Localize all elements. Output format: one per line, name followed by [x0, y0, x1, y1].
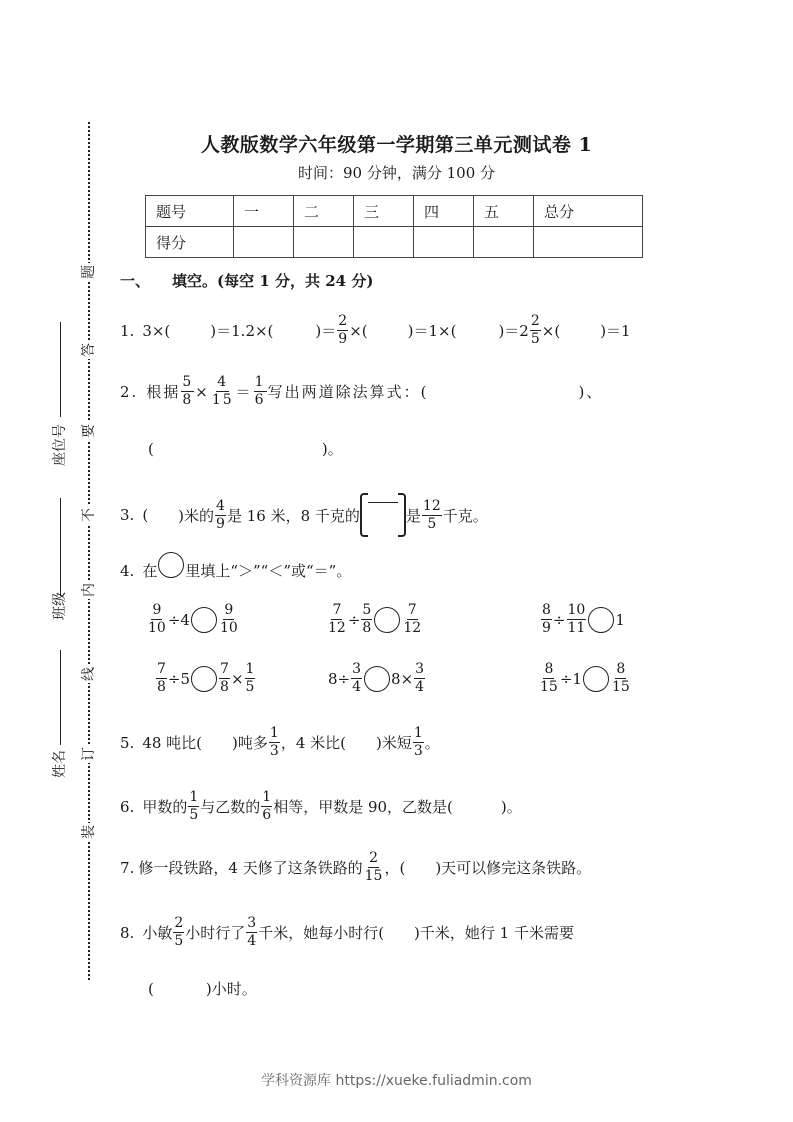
- section-index: 一、: [120, 272, 151, 290]
- fraction-denominator: 8: [157, 679, 166, 695]
- fraction-denominator: 9: [216, 515, 225, 532]
- fraction-numerator: 7: [157, 661, 166, 677]
- page-title: 人教版数学六年级第一学期第三单元测试卷 1: [200, 134, 593, 156]
- bracket-part: [368, 502, 398, 503]
- compare-circle[interactable]: [191, 607, 217, 633]
- section-heading: [120, 270, 373, 291]
- q-text: ÷: [347, 610, 361, 629]
- fraction-answer-box[interactable]: [360, 493, 406, 537]
- bracket-part: [360, 493, 368, 537]
- q-text: )小时。: [205, 980, 257, 998]
- circle-icon: [158, 552, 184, 578]
- q-text: ，4 米比(: [280, 734, 346, 752]
- question-1: [120, 313, 631, 348]
- class-line[interactable]: [60, 498, 61, 596]
- binding-char: 线: [81, 667, 97, 681]
- page-subtitle: 时间：90 分钟，满分 100 分: [297, 164, 496, 182]
- question-number: 3.: [120, 506, 135, 524]
- q-text: 千米，她每小时行(: [258, 924, 385, 942]
- compare-circle[interactable]: [374, 607, 400, 633]
- question-number: 5.: [120, 733, 135, 752]
- fraction: [541, 602, 552, 637]
- name-label: 姓名: [52, 750, 68, 778]
- fraction-numerator: 10: [567, 602, 586, 618]
- fraction-numerator: 5: [362, 602, 372, 618]
- fraction-numerator: 9: [152, 602, 162, 618]
- question-4: [120, 560, 351, 581]
- fraction: [422, 498, 442, 533]
- q-text: 在: [142, 562, 158, 580]
- score-table-score-row: [146, 227, 643, 258]
- score-cell[interactable]: [234, 227, 294, 258]
- q-text: ÷5: [167, 669, 191, 688]
- fraction-numerator: 7: [407, 602, 417, 618]
- fraction: [156, 661, 167, 696]
- fraction: [219, 602, 239, 637]
- fraction-denominator: 10: [148, 620, 166, 636]
- binding-char: 题: [81, 265, 97, 279]
- fraction-numerator: 1: [413, 725, 423, 741]
- binding-char: 答: [81, 343, 97, 357]
- fraction-numerator: 1: [269, 725, 279, 741]
- fraction-numerator: 1: [189, 789, 199, 805]
- q-text: 是 16 米，8 千克的: [226, 506, 360, 525]
- fraction: [539, 661, 559, 696]
- fraction: [414, 661, 425, 696]
- fraction-numerator: 4: [216, 497, 225, 514]
- name-line[interactable]: [60, 650, 61, 745]
- q-text: ×(: [541, 321, 561, 340]
- watermark-text: 学科资源库 https://xueke.fuliadmin.com: [261, 1073, 532, 1089]
- fraction-denominator: 15: [364, 868, 383, 884]
- fraction-numerator: 1: [262, 789, 272, 805]
- q-text: ＝: [235, 383, 253, 401]
- fraction-numerator: 2: [338, 313, 348, 329]
- q-text: )＝: [315, 322, 337, 340]
- fraction-numerator: 2: [369, 850, 379, 866]
- q-text: 是: [405, 506, 421, 525]
- header-cell: 二: [294, 196, 354, 227]
- fraction-denominator: 15: [211, 392, 234, 408]
- fraction-denominator: 5: [530, 331, 540, 347]
- header-cell: 总分: [534, 196, 643, 227]
- question-2-line-2: [148, 438, 343, 459]
- binding-dotted-line: [88, 122, 90, 980]
- score-cell[interactable]: [414, 227, 474, 258]
- fraction-denominator: 5: [174, 933, 184, 949]
- binding-char: 订: [81, 747, 97, 761]
- fraction-denominator: 6: [262, 807, 272, 823]
- compare-circle[interactable]: [588, 607, 614, 633]
- header-cell: 题号: [146, 196, 234, 227]
- fraction-numerator: 5: [182, 374, 194, 390]
- score-cell[interactable]: [534, 227, 643, 258]
- fraction-numerator: 4: [217, 374, 229, 390]
- q-text: )＝1.2×(: [210, 322, 274, 340]
- fraction: [364, 850, 384, 885]
- q-text: )米短: [375, 734, 412, 752]
- row-label: 得分: [146, 227, 234, 258]
- fraction-denominator: 5: [245, 679, 255, 695]
- fraction-denominator: 8: [182, 392, 194, 408]
- fraction-denominator: 3: [269, 743, 279, 759]
- compare-circle[interactable]: [191, 666, 217, 692]
- binding-char: 不: [81, 508, 97, 522]
- q-text: ×(: [349, 321, 368, 340]
- fraction-denominator: 5: [189, 807, 199, 823]
- fraction: [261, 789, 272, 824]
- binding-char: 要: [81, 424, 97, 438]
- fraction: [147, 602, 167, 637]
- score-cell[interactable]: [474, 227, 534, 258]
- fraction-denominator: 12: [328, 620, 346, 636]
- header-cell: 三: [354, 196, 414, 227]
- fraction-numerator: 12: [422, 497, 441, 514]
- fraction: [245, 661, 256, 696]
- fraction: [361, 602, 372, 637]
- compare-circle[interactable]: [364, 666, 390, 692]
- seat-number-label: 座位号: [52, 424, 68, 466]
- q-text: 里填上“＞”“＜”或“＝”。: [185, 562, 352, 580]
- q-text: 。: [424, 734, 440, 752]
- fraction-numerator: 3: [247, 915, 257, 931]
- compare-circle[interactable]: [583, 666, 609, 692]
- fraction-numerator: 7: [332, 602, 342, 618]
- seat-number-line[interactable]: [60, 322, 61, 417]
- fraction: [219, 661, 230, 696]
- q-text: )、: [578, 383, 604, 401]
- q-text: )米的: [178, 506, 215, 525]
- fraction-numerator: 2: [530, 313, 540, 329]
- question-number: 2.: [120, 382, 139, 401]
- q-text: ×: [230, 669, 244, 688]
- fraction: [327, 602, 347, 637]
- header-cell: 五: [474, 196, 534, 227]
- fraction: [567, 602, 587, 637]
- score-cell[interactable]: [354, 227, 414, 258]
- fraction-denominator: 15: [611, 679, 630, 695]
- fraction: [173, 915, 184, 950]
- q-text: ×: [195, 382, 210, 401]
- fraction: [402, 602, 422, 637]
- fraction: [211, 374, 235, 409]
- q-text: )。: [321, 440, 343, 458]
- score-table: [145, 195, 643, 258]
- question-8-line-2: [148, 978, 257, 999]
- q-text: ÷: [552, 610, 566, 629]
- bracket-part: [398, 493, 406, 537]
- q-text: 小敏: [142, 924, 173, 942]
- compare-item-3: [540, 602, 625, 637]
- q-text: )千米，她行 1 千米需要: [414, 924, 574, 942]
- fraction-denominator: 12: [403, 620, 422, 636]
- q-text: 修一段铁路，4 天修了这条铁路的: [138, 859, 363, 877]
- q-text: 甲数的: [142, 798, 188, 816]
- question-2: [120, 374, 603, 409]
- fraction-numerator: 8: [542, 602, 551, 618]
- fraction: [188, 789, 199, 824]
- question-number: 8.: [120, 923, 135, 942]
- q-text: 根据: [146, 383, 181, 401]
- q-text: 3×(: [142, 321, 171, 340]
- q-text: 8×: [391, 669, 414, 688]
- compare-item-4: [155, 661, 256, 696]
- fraction-numerator: 8: [544, 661, 554, 677]
- question-7: [120, 850, 591, 885]
- score-table-header-row: [146, 196, 643, 227]
- fraction: [215, 498, 226, 533]
- q-text: ÷4: [167, 610, 190, 629]
- q-text: )＝1: [600, 322, 631, 340]
- fraction-denominator: 5: [427, 515, 437, 532]
- question-number: 1.: [120, 321, 135, 340]
- compare-item-5: [328, 661, 426, 696]
- fraction-denominator: 10: [219, 620, 238, 636]
- fraction: [351, 661, 362, 696]
- q-text: (: [142, 506, 149, 524]
- q-text: )＝2: [498, 322, 529, 340]
- fraction-denominator: 3: [413, 743, 423, 759]
- question-3: [120, 493, 488, 537]
- fraction-denominator: 4: [247, 933, 257, 949]
- header-cell: 四: [414, 196, 474, 227]
- q-text: )。: [500, 798, 522, 816]
- fraction-numerator: 3: [415, 661, 425, 677]
- fraction-denominator: 9: [542, 620, 551, 636]
- fraction-denominator: 8: [362, 620, 372, 636]
- compare-item-1: [146, 602, 240, 637]
- fraction: [269, 725, 280, 760]
- question-number: 7.: [120, 858, 135, 877]
- q-text: 千克。: [442, 506, 488, 525]
- section-title: 填空。(每空 1 分，共 24 分): [172, 272, 374, 290]
- fraction: [246, 915, 257, 950]
- fraction-denominator: 8: [220, 679, 229, 695]
- fraction-denominator: 9: [338, 331, 348, 347]
- fraction-denominator: 4: [352, 679, 362, 695]
- fraction-numerator: 1: [254, 374, 266, 390]
- q-text: 写出两道除法算式：(: [267, 383, 429, 401]
- score-cell[interactable]: [294, 227, 354, 258]
- question-8: [120, 915, 574, 950]
- fraction-numerator: 8: [616, 661, 626, 677]
- fraction-denominator: 11: [567, 620, 586, 636]
- fraction-numerator: 7: [220, 661, 229, 677]
- fraction: [337, 313, 348, 348]
- q-text: 48 吨比(: [142, 734, 203, 752]
- fraction: [181, 374, 194, 409]
- compare-item-2: [326, 602, 423, 637]
- q-text: 1: [615, 610, 625, 629]
- question-6: [120, 789, 522, 824]
- q-text: (: [148, 439, 154, 458]
- fraction-denominator: 15: [540, 679, 558, 695]
- compare-item-6: [538, 661, 632, 696]
- fraction: [413, 725, 424, 760]
- question-5: [120, 725, 440, 760]
- binding-char: 内: [81, 583, 97, 597]
- q-text: )吨多: [232, 734, 268, 752]
- fraction-numerator: 2: [174, 915, 184, 931]
- header-cell: 一: [234, 196, 294, 227]
- q-text: 相等，甲数是 90，乙数是(: [273, 798, 453, 816]
- question-number: 4.: [120, 561, 135, 580]
- binding-char: 装: [81, 825, 97, 839]
- q-text: 小时行了: [185, 924, 246, 942]
- q-text: ，(: [384, 859, 406, 877]
- fraction-numerator: 1: [245, 661, 255, 677]
- class-label: 班级: [52, 592, 68, 620]
- q-text: )＝1×(: [407, 322, 457, 340]
- q-text: ÷1: [559, 669, 582, 688]
- q-text: (: [148, 979, 154, 998]
- fraction: [254, 374, 267, 409]
- fraction: [530, 313, 541, 348]
- fraction: [611, 661, 631, 696]
- q-text: 8÷: [328, 669, 351, 688]
- fraction-numerator: 9: [224, 602, 234, 618]
- question-number: 6.: [120, 797, 135, 816]
- q-text: 与乙数的: [200, 798, 261, 816]
- fraction-numerator: 3: [352, 661, 362, 677]
- fraction-denominator: 6: [254, 392, 266, 408]
- fraction-denominator: 4: [415, 679, 425, 695]
- q-text: )天可以修完这条铁路。: [435, 859, 592, 877]
